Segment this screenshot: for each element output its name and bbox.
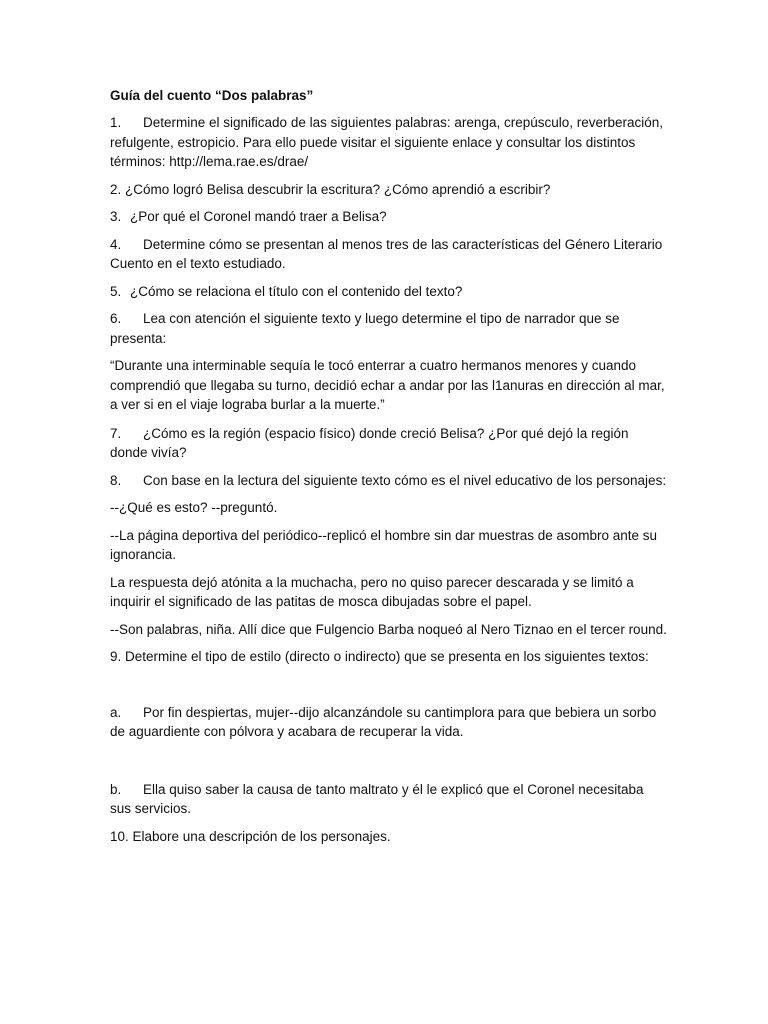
question-5-text: ¿Cómo se relaciona el título con el contenido del texto? [130,283,463,299]
question-9b-text: Ella quiso saber la causa de tanto maltrato y él le explicó que el Coronel necesitaba sus servicios. [110,781,644,816]
question-6-number: 6. [110,311,122,326]
question-7-text: ¿Cómo es la región (espacio físico) donde creció Belisa? ¿Por qué dejó la región donde vivía? [110,425,629,460]
spacer [110,750,668,780]
question-6 [110,309,668,348]
question-3-text: ¿Por qué el Coronel mandó traer a Belisa? [130,209,387,224]
dialogue-line: La respuesta dejó atónita a la muchacha, pero no quiso parecer descarada y se limitó a inquirir el significado de las patitas de mosca dibujadas sobre el papel. [110,574,634,609]
question-9: 9. Determine el tipo de estilo (directo o indirecto) que se presenta en los siguientes textos: [110,649,649,664]
document-title: Guía del cuento “Dos palabras” [110,88,314,103]
question-7 [110,424,668,463]
spacer [110,675,668,703]
question-6-text: Lea con atención el siguiente texto y luego determine el tipo de narrador que se presenta: [110,311,620,346]
question-1 [110,113,668,172]
dialogue-line: --Son palabras, niña. Allí dice que Fulgencio Barba noqueó al Nero Tiznao en el tercer round. [110,621,667,637]
question-1-number: 1. [110,115,122,130]
question-9a [110,703,668,742]
question-6-quote: “Durante una interminable sequía le tocó enterrar a cuatro hermanos menores y cuando comprendió que llegaba su turno, decidió echar a andar por las l1anuras en dirección al mar, a ver si en el viaje lograba burlar a la muerte.” [110,358,665,412]
question-5 [110,282,668,302]
question-8-number: 8. [110,472,122,488]
question-10: 10. Elabore una descripción de los personajes. [110,828,391,844]
dialogue-line: --¿Qué es esto? --preguntó. [110,500,278,515]
question-4-text: Determine cómo se presentan al menos tres de las características del Género Literario Cuento en el texto estudiado. [110,236,663,271]
question-9a-text: Por fin despiertas, mujer--dijo alcanzándole su cantimplora para que bebiera un sorbo de aguardiente con pólvora y acabara de recuperar la vida. [110,704,657,739]
question-9a-letter: a. [110,704,122,720]
question-5-number: 5. [110,283,122,299]
question-3 [110,207,668,227]
question-4 [110,235,668,274]
question-2: 2. ¿Cómo logró Belisa descubrir la escritura? ¿Cómo aprendió a escribir? [110,181,551,197]
question-4-number: 4. [110,236,122,252]
question-7-number: 7. [110,425,122,441]
dialogue-line: --La página deportiva del periódico--replicó el hombre sin dar muestras de asombro ante su ignorancia. [110,527,658,562]
question-1-text: Determine el significado de las siguientes palabras: arenga, crepúsculo, reverberación, refulgente, estropicio. Para ello puede visitar el siguiente enlace y consultar los distintos términos: http://lema.rae.es/drae/ [110,115,664,169]
question-8-text: Con base en la lectura del siguiente texto cómo es el nivel educativo de los personajes: [143,472,667,488]
question-9b-letter: b. [110,781,122,797]
question-3-number: 3. [110,209,122,224]
question-8 [110,471,668,491]
question-9b [110,780,668,819]
